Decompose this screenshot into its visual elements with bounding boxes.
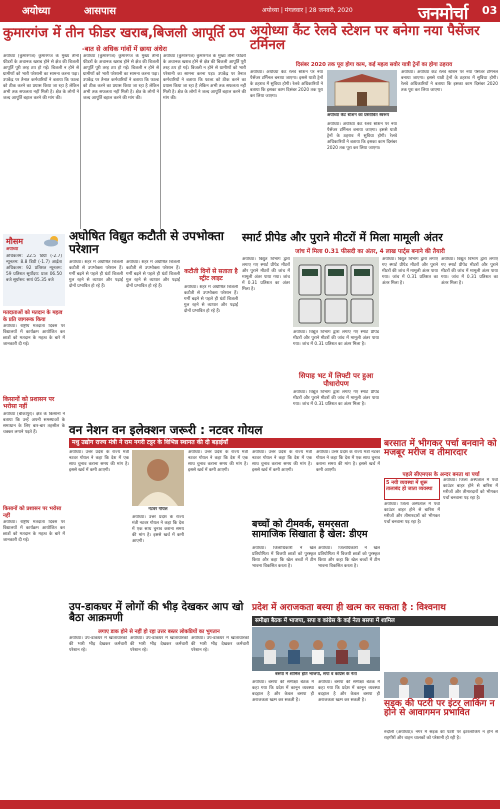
headline-one-nation: वन नेशन वन इलेक्शन जरूरी : नटवर गोयल [69, 423, 263, 437]
body-post-office-col2: अयोध्या। उप-डाकघर में खाताधारकों की भारी भीड़ देखकर कर्मचारी परेशान रहे। [130, 636, 188, 653]
body-left-lower: अयोध्या। राष्ट्रीय मतदाता दिवस पर विद्यालयों में कार्यक्रम आयोजित कर छात्रों को मतदान के महत्व के बारे में जानकारी दी गई। [3, 520, 65, 543]
body-kumarganj-col3: अयोध्या (कुमारगंज) कुमारगंज के मुख्य तीनों फीडरों के अचानक खराब होने से क्षेत्र की बिजली आपूर्ति पूरी तरह ठप हो गई। बिजली न होने से ग्रामीणों को भारी परेशानी का सामना करना पड़ा। उपकेंद्र पर तैनात कर्मचारियों ने बताया कि फाल्ट को ठीक करने का प्रयास किया जा रहा है लेकिन अभी तक सफलता नहीं मिली है। क्षेत्र के लोगों ने जल्द आपूर्ति बहाल करने की मांग की। [163, 54, 246, 101]
bsp-meeting-photo [252, 627, 380, 671]
headline-bsp: प्रदेश में अराजकता बस्या ही खत्म कर सकता है : विश्वनाथ [252, 603, 446, 613]
headline-voters: मतदाताओं को मतदान के महत्व के प्रति जागरूक किया [3, 310, 63, 323]
page-footer [0, 800, 500, 809]
sub-hospital: पहले सीएमएस के अन्दर बनता था पर्चा [402, 472, 480, 478]
headline-children-dm: बच्चों को टीमवर्क, समरसता सामाजिक सिखाता है खेल: डीएम [252, 519, 368, 540]
weather-body: अधिकतम: 22.5 डिग्री (-2.7) न्यूनतम: 8.8 डिग्री (-1.7) आर्द्रता अधिकतम: 92 प्रतिशत न्यूनतम: 59 प्रतिशत सूर्योदय: प्रातः 06.50 बजे सूर्यास्त: सायं 05.35 बजे [6, 254, 62, 283]
bsp-photo-caption: बसपा में शामिल होते भाजपा, सपा व कांग्रेस के नेता [275, 672, 357, 677]
sub-one-nation: मधु उद्योग राज्य मंत्री ने राम नगरी टट्टर के विभिन्न स्थानत की दी बड़ाईयाँ [69, 438, 381, 448]
headline-road: सड़क की पटरी पर इंटर लाकिंग न होने से आवागमन प्रभावित [384, 699, 495, 719]
section-label-left: अयोध्या [22, 6, 51, 17]
body-post-office-col1: अयोध्या। उप-डाकघर में खाताधारकों की भारी भीड़ देखकर कर्मचारी परेशान रहे। [69, 636, 127, 653]
weather-label: अयोध्या [6, 247, 19, 252]
body-smart-meter-col4: अयोध्या। विद्युत विभाग द्वारा लगाए गए स्मार्ट प्रीपेड मीटरों और पुराने मीटरों की जांच में मामूली अंतर पाया गया। जांच में 0.31 प्रतिशत का अंतर मिला है। [441, 257, 498, 286]
sub-cantt: दिसंबर 2020 तक पूरा होगा काम, कई महत्व सवोर यात्री ट्रेनों का होगा ठहराव [295, 62, 453, 68]
body-one-nation-col5: अयोध्या। उत्तर प्रदेश के राज्य मंत्री नटवर गोयल ने कहा कि देश में एक साथ चुनाव कराना समय की मांग है। इससे खर्च में कमी आएगी। [316, 450, 380, 473]
body-hospital-col1: अयोध्या। जिला अस्पताल में पर्चा काउंटर बाहर होने से बारिश में मरीजों और तीमारदारों को भीगकर पर्चा बनवाना पड़ रहा है। [384, 502, 440, 525]
body-children-col2: अयोध्या। जिलाधिकारी ने खेल प्रतियोगिता में विजयी छात्रों को पुरस्कृत किया और कहा कि खेल बच्चों में टीम भावना विकसित करता है। [318, 546, 380, 569]
cantt-station-photo [327, 70, 397, 112]
weather-cloud-icon [43, 235, 61, 247]
newspaper-logo: जनमोर्चा [418, 4, 468, 24]
natwar-goyal-photo [132, 450, 184, 506]
headline-power-cut: अघोषित विद्युत कटौती से उपभोक्ता परेशान [69, 229, 224, 256]
headline-left-lower: किसानों को प्रशासन पर भरोसा नहीं [3, 506, 62, 519]
headline-hospital: बरसात में भीगकर पर्चा बनवाने को मजबूर मरीज व तीमारदार [384, 439, 497, 459]
column-divider [160, 54, 161, 229]
smart-meter-photo [293, 257, 379, 327]
body-farmers: अयोध्या (बीकापुर)। क्षेत्र के किसानों ने बताया कि उन्हें अपनी समस्याओं के समाधान के लिए बार-बार तहसील के चक्कर लगाने पड़ते हैं। [3, 412, 65, 435]
section-label-right: आसपास [84, 6, 117, 17]
headline-cantt: अयोध्या कैंट रेलवे स्टेशन पर बनेगा नया पैसेंजर टर्मिनल [250, 23, 480, 54]
body-one-nation-col3: अयोध्या। उत्तर प्रदेश के राज्य मंत्री नटवर गोयल ने कहा कि देश में एक साथ चुनाव कराना समय की मांग है। इससे खर्च में कमी आएगी। [188, 450, 248, 473]
body-voters: अयोध्या। राष्ट्रीय मतदाता दिवस पर विद्यालयों में कार्यक्रम आयोजित कर छात्रों को मतदान के महत्व के बारे में जानकारी दी गई। [3, 324, 65, 347]
headline-post-office: उप-डाकघर में लोगों की भीड़ देखकर आप खो बैठा आक्रमणी [69, 601, 244, 625]
body-bsp-col1: अयोध्या। बसपा की समीक्षा बैठक में कहा गया कि प्रदेश में कानून व्यवस्था बदहाल है और केवल बसपा ही अराजकता खत्म कर सकती है। [252, 680, 314, 703]
body-power-cut-col1: अयोध्या। शहर में अघोषित बिजली कटौती से उपभोक्ता परेशान हैं। गर्मी बढ़ने से पहले ही घंटों बिजली गुल रहने से व्यापार और पढ़ाई दोनों प्रभावित हो रहे हैं। [69, 260, 123, 289]
edition-line: अयोध्या | मंगलवार | 28 जनवरी, 2020 [262, 7, 353, 14]
body-smart-meter-col2: अयोध्या। विद्युत विभाग द्वारा लगाए गए स्मार्ट प्रीपेड मीटरों और पुराने मीटरों की जांच में मामूली अंतर पाया गया। जांच में 0.31 प्रतिशत का अंतर मिला है। [293, 330, 379, 347]
body-plantation: अयोध्या। विद्युत विभाग द्वारा लगाए गए स्मार्ट प्रीपेड मीटरों और पुराने मीटरों की जांच में मामूली अंतर पाया गया। जांच में 0.31 प्रतिशत का अंतर मिला है। [293, 390, 379, 407]
page-number: 03 [482, 4, 498, 17]
cantt-photo-caption: अयोध्या कैंट स्टेशन का प्रस्तावित स्वरूप [327, 113, 390, 118]
headline-plantation: सिपाह भट में लिफ्टी पर हुआ पौधारोपण [298, 372, 374, 388]
natwar-goyal-caption: नटवर गोयल [148, 507, 168, 512]
sub-post-office: लगाए डाक होने से नहीं हो रहा उत्तर बस्तर लोकप्रियों का भुगतान [98, 629, 220, 635]
body-cantt-col3: अयोध्या। अयोध्या कैंट रेलवे स्टेशन पर नया पैसेंजर टर्मिनल बनाया जाएगा। इससे यात्री ट्रेनों के ठहराव में सुविधा होगी। रेलवे अधिकारियों ने बताया कि इसका काम दिसंबर 2020 तक पूरा कर लिया जाएगा। [401, 70, 498, 93]
body-cantt-col2: अयोध्या। अयोध्या कैंट रेलवे स्टेशन पर नया पैसेंजर टर्मिनल बनाया जाएगा। इससे यात्री ट्रेनों के ठहराव में सुविधा होगी। रेलवे अधिकारियों ने बताया कि इसका काम दिसंबर 2020 तक पूरा कर लिया जाएगा। [327, 122, 397, 151]
body-post-office-col3: अयोध्या। उप-डाकघर में खाताधारकों की भारी भीड़ देखकर कर्मचारी परेशान रहे। [191, 636, 249, 653]
headline-kumarganj: कुमारगंज में तीन फीडर खराब,बिजली आपूर्ति ठप [3, 25, 245, 41]
column-divider [80, 54, 81, 229]
sub-kumarganj: -बात से अधिक गांवों में छाया अंधेरा [82, 45, 167, 53]
headline-smart-meter: स्मार्ट प्रीपेड और पुराने मीटरों में मिला मामूली अंतर [242, 231, 443, 244]
body-smart-meter-col1: अयोध्या। विद्युत विभाग द्वारा लगाए गए स्मार्ट प्रीपेड मीटरों और पुराने मीटरों की जांच में मामूली अंतर पाया गया। जांच में 0.31 प्रतिशत का अंतर मिला है। [242, 257, 290, 292]
body-one-nation-col4: अयोध्या। उत्तर प्रदेश के राज्य मंत्री नटवर गोयल ने कहा कि देश में एक साथ चुनाव कराना समय की मांग है। इससे खर्च में कमी आएगी। [252, 450, 312, 473]
sub-bsp: समीक्षा बैठक में भाजपा, सपा व कांग्रेस के कई नेता बसपा में शामिल [252, 616, 498, 626]
body-kumarganj-col2: अयोध्या (कुमारगंज) कुमारगंज के मुख्य तीनों फीडरों के अचानक खराब होने से क्षेत्र की बिजली आपूर्ति पूरी तरह ठप हो गई। बिजली न होने से ग्रामीणों को भारी परेशानी का सामना करना पड़ा। उपकेंद्र पर तैनात कर्मचारियों ने बताया कि फाल्ट को ठीक करने का प्रयास किया जा रहा है लेकिन अभी तक सफलता नहीं मिली है। क्षेत्र के लोगों ने जल्द आपूर्ति बहाल करने की मांग की। [83, 54, 159, 101]
body-cantt-col1: अयोध्या। अयोध्या कैंट रेलवे स्टेशन पर नया पैसेंजर टर्मिनल बनाया जाएगा। इससे यात्री ट्रेनों के ठहराव में सुविधा होगी। रेलवे अधिकारियों ने बताया कि इसका काम दिसंबर 2020 तक पूरा कर लिया जाएगा। [250, 70, 323, 99]
body-one-nation-col1: अयोध्या। उत्तर प्रदेश के राज्य मंत्री नटवर गोयल ने कहा कि देश में एक साथ चुनाव कराना समय की मांग है। इससे खर्च में कमी आएगी। [69, 450, 129, 473]
sub-power-cut: कटौती दिनों से सताता है स्ट्रीट लाइट [184, 268, 238, 282]
weather-title: मौसम [6, 237, 24, 246]
body-children-col1: अयोध्या। जिलाधिकारी ने खेल प्रतियोगिता में विजयी छात्रों को पुरस्कृत किया और कहा कि खेल बच्चों में टीम भावना विकसित करता है। [252, 546, 316, 569]
body-hospital-col2: अयोध्या। जिला अस्पताल में पर्चा काउंटर बाहर होने से बारिश में मरीजों और तीमारदारों को भीगकर पर्चा बनवाना पड़ रहा है। [443, 478, 498, 501]
sub-smart-meter: जांच में मिला 0.31 फीसदी का अंतर, 4 लाख पार्ट्स बनाने की तैयारी [295, 249, 445, 255]
weather-box [3, 234, 65, 306]
body-one-nation-col2: अयोध्या। उत्तर प्रदेश के राज्य मंत्री नटवर गोयल ने कहा कि देश में एक साथ चुनाव कराना समय की मांग है। इससे खर्च में कमी आएगी। [132, 515, 184, 544]
children-award-photo [384, 672, 498, 698]
page-header [0, 0, 500, 22]
headline-farmers: किसानों को प्रशासन पर भरोसा नहीं [3, 396, 55, 410]
body-power-cut-col2: अयोध्या। शहर में अघोषित बिजली कटौती से उपभोक्ता परेशान हैं। गर्मी बढ़ने से पहले ही घंटों बिजली गुल रहने से व्यापार और पढ़ाई दोनों प्रभावित हो रहे हैं। [126, 260, 180, 289]
body-kumarganj-col1: अयोध्या (कुमारगंज) कुमारगंज के मुख्य तीनों फीडरों के अचानक खराब होने से क्षेत्र की बिजली आपूर्ति पूरी तरह ठप हो गई। बिजली न होने से ग्रामीणों को भारी परेशानी का सामना करना पड़ा। उपकेंद्र पर तैनात कर्मचारियों ने बताया कि फाल्ट को ठीक करने का प्रयास किया जा रहा है लेकिन अभी तक सफलता नहीं मिली है। क्षेत्र के लोगों ने जल्द आपूर्ति बहाल करने की मांग की। [3, 54, 79, 101]
body-power-cut-col3: अयोध्या। शहर में अघोषित बिजली कटौती से उपभोक्ता परेशान हैं। गर्मी बढ़ने से पहले ही घंटों बिजली गुल रहने से व्यापार और पढ़ाई दोनों प्रभावित हो रहे हैं। [184, 285, 238, 314]
body-bsp-col2: अयोध्या। बसपा की समीक्षा बैठक में कहा गया कि प्रदेश में कानून व्यवस्था बदहाल है और केवल बसपा ही अराजकता खत्म कर सकती है। [318, 680, 380, 703]
hospital-callout: 5 नयी व्यवस्था में शुरू तालाबंद हो जाता व्यवस्था [384, 478, 440, 500]
body-road: रुदौली (अयोध्या)। नगर में सड़क की पटरी पर इंटरलॉकिंग न होने से राहगीरों और वाहन चालकों को परेशानी हो रही है। [384, 730, 498, 741]
body-smart-meter-col3: अयोध्या। विद्युत विभाग द्वारा लगाए गए स्मार्ट प्रीपेड मीटरों और पुराने मीटरों की जांच में मामूली अंतर पाया गया। जांच में 0.31 प्रतिशत का अंतर मिला है। [382, 257, 438, 286]
